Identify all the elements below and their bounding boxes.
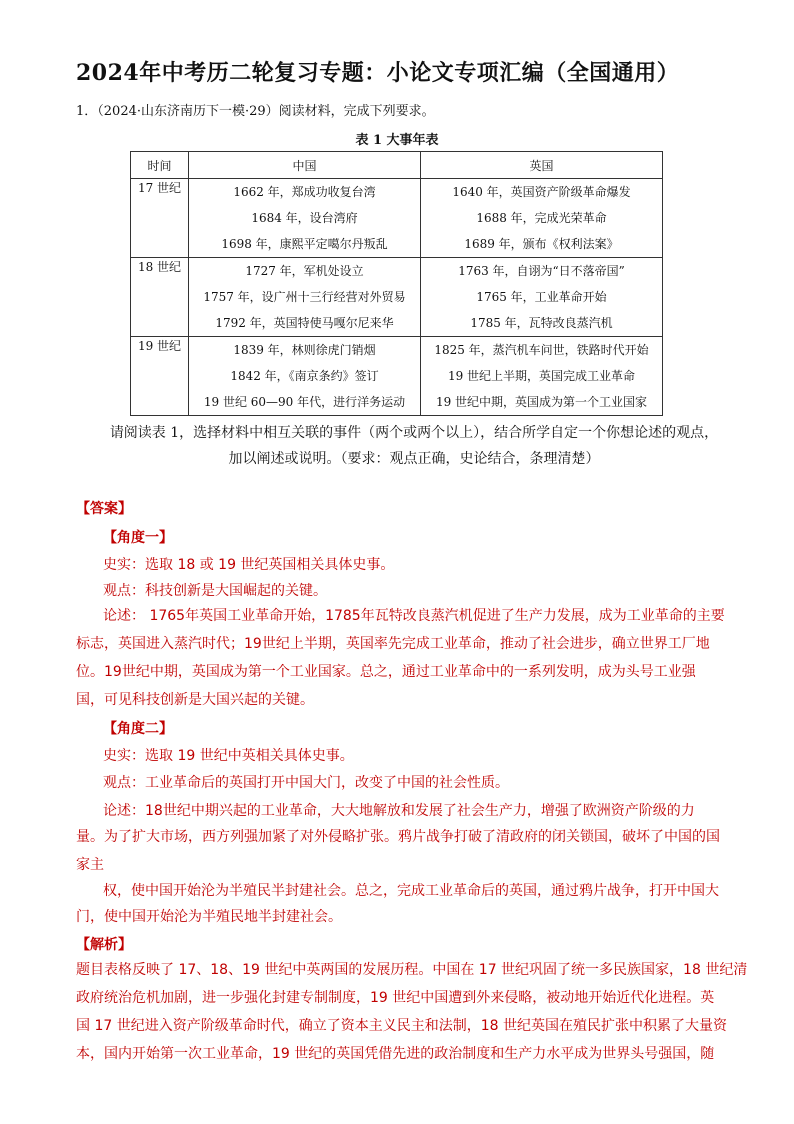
analysis-line: 国 17 世纪进入资产阶级革命时代，确立了资本主义民主和法制，18 世纪英国在殖民扩张中积累了大量资: [76, 1018, 727, 1034]
analysis-line: 题目表格反映了 17、18、19 世纪中英两国的发展历程。中国在 17 世纪巩固了统一多民族国家，18 世纪清: [76, 962, 748, 978]
britain-cell: [421, 258, 663, 337]
essay-line: 国，可见科技创新是大国兴起的关键。: [76, 692, 314, 708]
britain-event: 1640 年，英国资产阶级革命爆发: [452, 185, 631, 199]
angle1-fact: 史实：选取 18 或 19 世纪英国相关具体史事。: [103, 557, 395, 573]
essay-line: 位。19世纪中期，英国成为第一个工业国家。总之，通过工业革命中的一系列发明，成为头号工业强: [76, 664, 696, 680]
britain-event: 1763 年，自诩为“日不落帝国”: [458, 264, 625, 278]
angle1-essay: [103, 602, 725, 630]
column-header-china: 中国: [189, 152, 421, 179]
britain-event: 1785 年，瓦特改良蒸汽机: [470, 316, 613, 330]
events-table: [130, 151, 663, 416]
column-header-britain: 英国: [421, 152, 663, 179]
angle2-label: 【角度二】: [103, 721, 173, 737]
table-row: [131, 258, 663, 337]
angle2-essay-indented: [103, 877, 719, 905]
britain-event: 1688 年，完成光荣革命: [476, 211, 607, 225]
essay-line: 门，使中国开始沦为半殖民地半封建社会。: [76, 909, 342, 925]
essay-requirement: [104, 420, 724, 472]
analysis-line: 本，国内开始第一次工业革命，19 世纪的英国凭借先进的政治制度和生产力水平成为世界头号强国，随: [76, 1046, 715, 1062]
angle1-essay-cont: [76, 630, 710, 714]
britain-event: 19 世纪中期，英国成为第一个工业国家: [435, 395, 648, 409]
table-caption: 表 1 大事年表: [355, 133, 439, 148]
china-cell: [189, 179, 421, 258]
angle2-essay-end: [76, 903, 342, 931]
china-event: 1792 年，英国特使马嘎尔尼来华: [215, 316, 394, 330]
angle2-essay: [103, 797, 695, 825]
britain-cell: [421, 337, 663, 416]
analysis-label: 【解析】: [76, 937, 132, 953]
angle2-view: 观点：工业革命后的英国打开中国大门，改变了中国的社会性质。: [103, 775, 509, 791]
essay-line: 论述： 1765年英国工业革命开始，1785年瓦特改良蒸汽机促进了生产力发展，成为工业革命的主要: [103, 608, 725, 624]
essay-line: 标志，英国进入蒸汽时代；19世纪上半期，英国率先完成工业革命，推动了社会进步，确立世界工厂地: [76, 636, 710, 652]
china-event: 1698 年，康熙平定噶尔丹叛乱: [221, 237, 388, 251]
angle2-fact: 史实：选取 19 世纪中英相关具体史事。: [103, 748, 354, 764]
britain-event: 1765 年，工业革命开始: [476, 290, 607, 304]
britain-event: 1689 年，颁布《权利法案》: [464, 237, 619, 251]
analysis-line: 政府统治危机加剧，进一步强化封建专制制度，19 世纪中国遭到外来侵略，被动地开始近代化进程。英: [76, 990, 715, 1006]
essay-line: 家主: [76, 857, 104, 873]
era-cell: 19 世纪: [131, 337, 189, 416]
china-event: 1842 年，《南京条约》签订: [230, 369, 379, 383]
china-cell: [189, 258, 421, 337]
requirement-line: 加以阐述或说明。（要求：观点正确，史论结合，条理清楚）: [228, 451, 600, 467]
table-row: [131, 179, 663, 258]
requirement-line: 请阅读表 1，选择材料中相互关联的事件（两个或两个以上），结合所学自定一个你想论述的观点，: [109, 425, 719, 441]
table-header-row: [131, 152, 663, 179]
column-header-time: 时间: [131, 152, 189, 179]
table-row: [131, 337, 663, 416]
angle2-essay-cont: [76, 823, 720, 879]
essay-line: 论述：18世纪中期兴起的工业革命，大大地解放和发展了社会生产力，增强了欧洲资产阶级的力: [103, 803, 695, 819]
page-title: 2024年中考历二轮复习专题：小论文专项汇编（全国通用）: [76, 60, 680, 86]
angle1-view: 观点：科技创新是大国崛起的关键。: [103, 583, 327, 599]
britain-event: 19 世纪上半期，英国完成工业革命: [447, 369, 636, 383]
china-event: 19 世纪 60—90 年代，进行洋务运动: [203, 395, 406, 409]
china-event: 1757 年，设广州十三行经营对外贸易: [203, 290, 406, 304]
britain-event: 1825 年，蒸汽机车问世，铁路时代开始: [434, 343, 649, 357]
essay-line: 权，使中国开始沦为半殖民半封建社会。总之，完成工业革命后的英国，通过鸦片战争，打开中国大: [103, 883, 719, 899]
era-cell: 18 世纪: [131, 258, 189, 337]
china-event: 1839 年，林则徐虎门销烟: [233, 343, 376, 357]
china-event: 1662 年，郑成功收复台湾: [233, 185, 376, 199]
question-prompt: 1．（2024·山东济南历下一模·29）阅读材料，完成下列要求。: [76, 104, 435, 119]
angle1-label: 【角度一】: [103, 530, 173, 546]
answer-label: 【答案】: [76, 501, 132, 517]
essay-line: 量。为了扩大市场，西方列强加紧了对外侵略扩张。鸦片战争打破了清政府的闭关锁国，破坏了中国的国: [76, 829, 720, 845]
britain-cell: [421, 179, 663, 258]
china-event: 1684 年，设台湾府: [251, 211, 358, 225]
analysis-text: [76, 956, 747, 1068]
era-cell: 17 世纪: [131, 179, 189, 258]
china-event: 1727 年，军机处设立: [245, 264, 364, 278]
china-cell: [189, 337, 421, 416]
